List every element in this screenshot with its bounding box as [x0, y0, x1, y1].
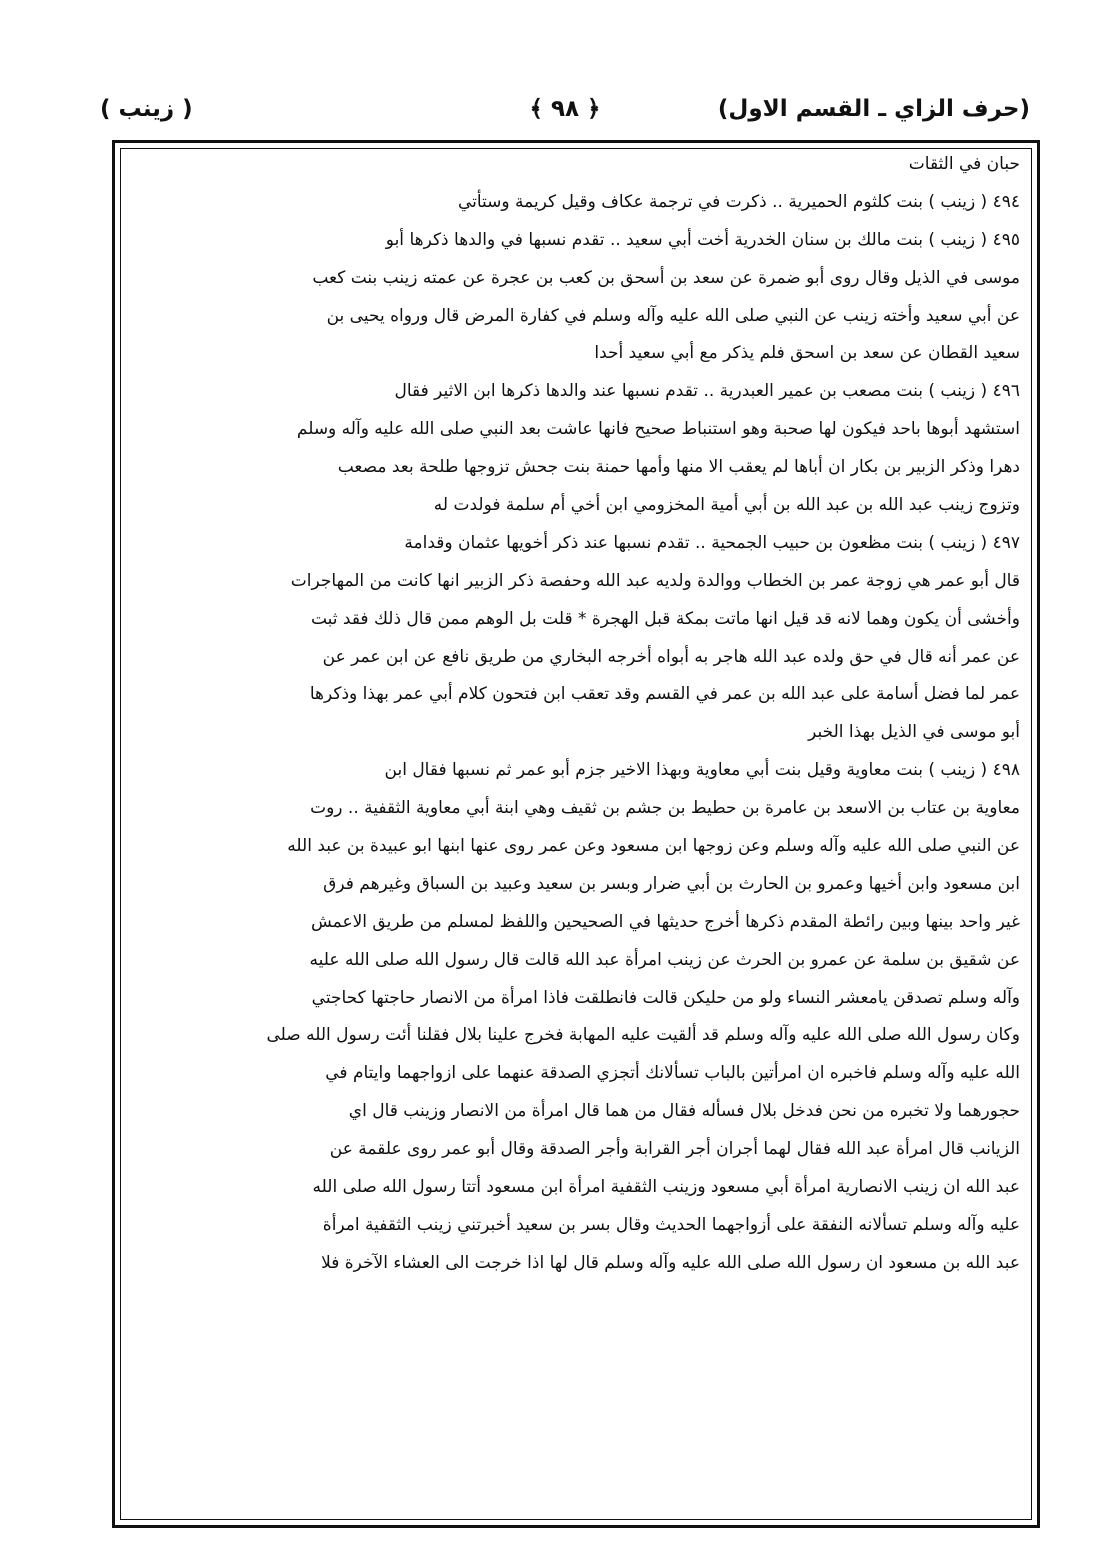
body-text — [122, 146, 1020, 1521]
text-line: عبد الله ان زينب الانصارية امرأة أبي مسعود وزينب الثقفية امرأة ابن مسعود أتتا رسول الله صلى الله — [312, 1177, 1020, 1198]
text-line: عن عمر أنه قال في حق ولده عبد الله هاجر به أبواه أخرجه البخاري من طريق نافع عن ابن عمر عن — [322, 646, 1020, 667]
entry-496-line: ٤٩٦ ( زينب ) بنت مصعب بن عمير العبدرية .. تقدم نسبها عند والدها ذكرها ابن الاثير فقال — [394, 381, 1020, 402]
text-line: قال أبو عمر هي زوجة عمر بن الخطاب ووالدة ولديه عبد الله وحفصة ذكر الزبير انها كانت من المهاجرات — [290, 570, 1020, 591]
text-line: عليه وآله وسلم تسألانه النفقة على أزواجهما الحديث وقال بسر بن سعيد أخبرتني زينب الثقفية امرأة — [322, 1214, 1020, 1235]
entry-495-line: ٤٩٥ ( زينب ) بنت مالك بن سنان الخدرية أخت أبي سعيد .. تقدم نسبها في والدها ذكرها أبو — [385, 229, 1020, 250]
text-line: حجورهما ولا تخبره من نحن فدخل بلال فسأله فقال من هما قال امرأة من الانصار وزينب قال اي — [348, 1101, 1020, 1122]
text-line: وأخشى أن يكون وهما لانه قد قيل انها ماتت بمكة قبل الهجرة * قلت بل الوهم ممن قال ذلك فقد ثبت — [310, 608, 1020, 629]
text-line: عن شقيق بن سلمة عن عمرو بن الحرث عن زينب امرأة عبد الله قالت قال رسول الله صلى الله عليه — [309, 949, 1020, 970]
page-number: ﴿ ٩٨ ﴾ — [529, 96, 601, 122]
text-line: وآله وسلم تصدقن يامعشر النساء ولو من حليكن قالت فانطلقت فاذا امرأة من الانصار حاجتها كحاجتي — [311, 987, 1020, 1008]
text-line: الزيانب قال امرأة عبد الله فقال لهما أجران أجر القرابة وأجر الصدقة وقال أبو عمر روى علقمة عن — [329, 1139, 1020, 1160]
text-line: حبان في الثقات — [908, 154, 1020, 174]
text-line: عمر لما فضل أسامة على عبد الله بن عمر في القسم وقد تعقب ابن فتحون كلام أبي عمر بهذا وذكرها — [309, 684, 1020, 705]
text-line: وكان رسول الله صلى الله عليه وآله وسلم قد ألقيت عليه المهابة فخرج علينا بلال فقلنا أئت رسول الله صلى — [266, 1025, 1020, 1046]
text-line: دهرا وذكر الزبير بن بكار ان أباها لم يعقب الا منها وأمها حمنة بنت جحش تزوجها طلحة بعد مصعب — [337, 457, 1020, 478]
text-line: سعيد القطان عن سعد بن اسحق فلم يذكر مع أبي سعيد أحدا — [594, 343, 1020, 364]
text-line: أبو موسى في الذيل بهذا الخبر — [808, 722, 1020, 743]
text-line: معاوية بن عتاب بن الاسعد بن عامرة بن حطيط بن جشم بن ثقيف وهي ابنة أبي معاوية الثقفية .. روت — [310, 798, 1020, 819]
text-line: ابن مسعود وابن أخيها وعمرو بن الحارث بن أبي ضرار وبسر بن سعيد وعبيد بن السباق وغيرهم فرق — [323, 873, 1020, 894]
page-header — [100, 96, 1030, 136]
text-line: عبد الله بن مسعود ان رسول الله صلى الله عليه وآله وسلم قال لها اذا خرجت الى العشاء الآخرة فلا — [321, 1252, 1020, 1273]
text-line: وتزوج زينب عبد الله بن عبد الله بن أبي أمية المخزومي ابن أخي أم سلمة فولدت له — [433, 495, 1020, 516]
text-line: عن أبي سعيد وأخته زينب عن النبي صلى الله عليه وآله وسلم في كفارة المرض قال ورواه يحيى بن — [326, 305, 1020, 326]
running-head-entry: ( زينب ) — [100, 96, 193, 122]
text-line: الله عليه وآله وسلم فاخبره ان امرأتين بالباب تسألانك أتجزي الصدقة عنهما على ازواجهما وايتام في — [325, 1063, 1020, 1084]
text-line: عن النبي صلى الله عليه وآله وسلم وعن زوجها ابن مسعود وعن عمر روى عنها ابنها ابو عبيدة بن عبد الله — [287, 836, 1020, 857]
text-line: استشهد أبوها باحد فيكون لها صحبة وهو استنباط صحيح فانها عاشت بعد النبي صلى الله عليه وآله وسلم — [296, 419, 1020, 440]
entry-494-line: ٤٩٤ ( زينب ) بنت كلثوم الحميرية .. ذكرت في ترجمة عكاف وقيل كريمة وستأتي — [457, 191, 1020, 212]
entry-497-line: ٤٩٧ ( زينب ) بنت مظعون بن حبيب الجمحية .. تقدم نسبها عند ذكر أخويها عثمان وقدامة — [404, 532, 1020, 553]
section-title: (حرف الزاي ـ القسم الاول) — [717, 96, 1030, 122]
entry-498-line: ٤٩٨ ( زينب ) بنت معاوية وقيل بنت أبي معاوية وبهذا الاخير جزم أبو عمر ثم نسبها فقال ابن — [384, 760, 1020, 781]
text-line: موسى في الذيل وقال روى أبو ضمرة عن سعد بن أسحق بن كعب بن عجرة عن عمته زينب بنت كعب — [312, 267, 1020, 288]
text-line: غير واحد بينها وبين رائطة المقدم ذكرها أخرج حديثها في الصحيحين واللفظ لمسلم من طريق الاعمش — [310, 911, 1020, 932]
